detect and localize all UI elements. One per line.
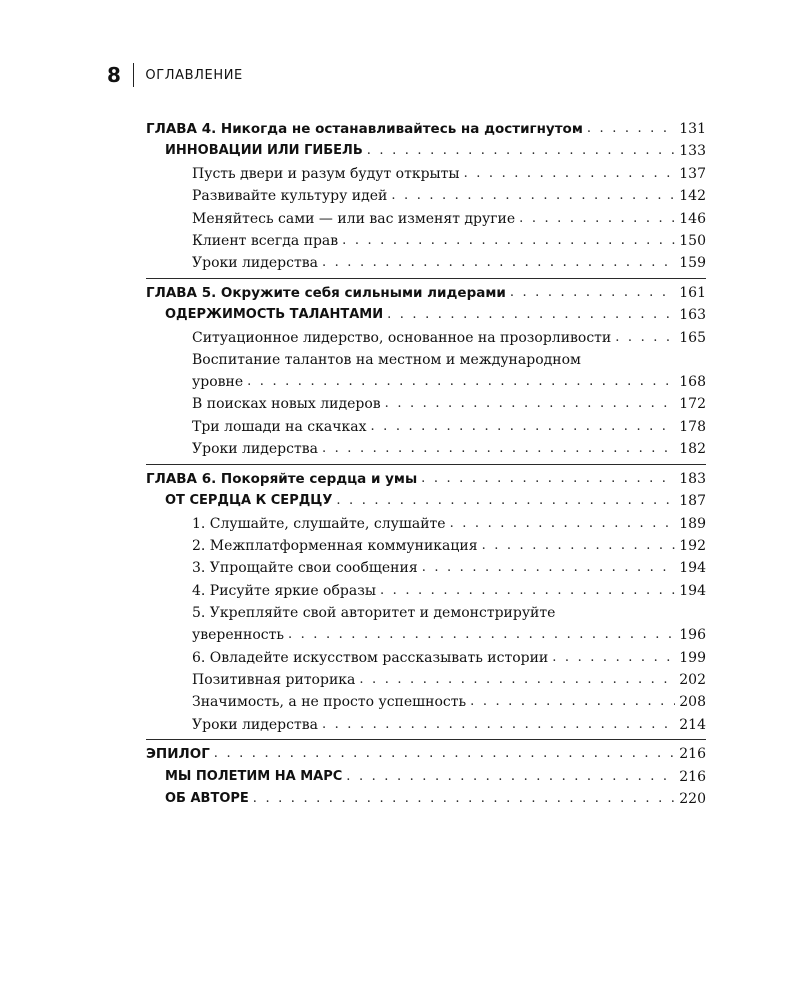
page-ref: 196	[679, 627, 706, 644]
page-ref: 178	[679, 418, 706, 435]
toc-entry-row[interactable]	[146, 252, 706, 274]
page-ref: 194	[679, 560, 706, 577]
entry-title: Уроки лидерства	[192, 255, 318, 272]
toc-section-row[interactable]	[146, 140, 706, 162]
dot-leader	[336, 490, 675, 512]
entry-title: Значимость, а не просто успешность	[192, 694, 467, 711]
page-ref: 165	[679, 329, 706, 346]
entry-title: Ситуационное лидерство, основанное на прозорливости	[192, 329, 612, 346]
dot-leader	[253, 788, 675, 810]
entry-title: 6. Овладейте искусством рассказывать истории	[192, 649, 549, 666]
entry-title: В поисках новых лидеров	[192, 396, 381, 413]
entry-title: 2. Межплатформенная коммуникация	[192, 537, 478, 554]
toc-entry-wrapped-line[interactable]: 5. Укрепляйте свой авторитет и демонстрируйте	[192, 605, 556, 622]
dot-leader	[387, 304, 675, 326]
dot-leader	[342, 230, 675, 252]
toc-entry-row[interactable]	[146, 416, 706, 438]
toc-entry-row[interactable]	[146, 163, 706, 185]
dot-leader	[482, 535, 676, 557]
dot-leader	[421, 468, 675, 490]
toc-entry-row[interactable]	[146, 327, 706, 349]
dot-leader	[367, 140, 676, 162]
toc-entry-row[interactable]	[146, 393, 706, 415]
page-ref: 150	[679, 233, 706, 250]
toc-chapter-row[interactable]	[146, 743, 706, 765]
entry-title: Уроки лидерства	[192, 716, 318, 733]
dot-leader	[346, 766, 675, 788]
table-of-contents	[146, 118, 706, 816]
page-ref: 183	[679, 470, 706, 487]
dot-leader	[552, 647, 675, 669]
dot-leader	[519, 208, 675, 230]
page-number: 8	[107, 63, 121, 87]
toc-entry-row[interactable]	[146, 669, 706, 691]
toc-entry-row[interactable]	[146, 371, 706, 393]
entry-title: 4. Рисуйте яркие образы	[192, 582, 377, 599]
page-ref: 131	[679, 121, 706, 137]
toc-entry-row[interactable]	[146, 208, 706, 230]
entry-title: Пусть двери и разум будут открыты	[192, 165, 460, 182]
toc-entry-row[interactable]	[146, 580, 706, 602]
page-ref: 194	[679, 582, 706, 599]
entry-title: 3. Упрощайте свои сообщения	[192, 560, 418, 577]
page-ref: 142	[679, 188, 706, 205]
page-ref: 182	[679, 441, 706, 458]
toc-entry-row[interactable]	[146, 624, 706, 646]
toc-section-row[interactable]	[146, 490, 706, 512]
entry-title: Меняйтесь сами — или вас изменят другие	[192, 210, 516, 227]
toc-entry-row[interactable]	[146, 185, 706, 207]
toc-entry-row[interactable]	[146, 714, 706, 736]
chapter-block-4	[146, 118, 706, 279]
section-title: ИННОВАЦИИ ИЛИ ГИБЕЛЬ	[165, 143, 363, 159]
toc-entry-row[interactable]	[146, 691, 706, 713]
entry-title: 1. Слушайте, слушайте, слушайте	[192, 515, 446, 532]
toc-entry-row[interactable]	[146, 535, 706, 557]
toc-entry-row[interactable]	[146, 557, 706, 579]
chapter-block-6	[146, 468, 706, 740]
page-ref: 216	[679, 768, 706, 785]
section-title: ОБ АВТОРЕ	[165, 790, 249, 806]
page-ref: 133	[679, 143, 706, 160]
page-ref: 216	[679, 746, 706, 763]
page-ref: 161	[679, 284, 706, 301]
page-ref: 172	[679, 396, 706, 413]
toc-entry-row[interactable]	[146, 647, 706, 669]
running-head	[107, 62, 243, 88]
page-ref: 163	[679, 307, 706, 324]
dot-leader	[510, 282, 675, 304]
toc-section-row[interactable]	[146, 788, 706, 810]
page-ref: 159	[679, 255, 706, 272]
entry-title: Развивайте культуру идей	[192, 188, 388, 205]
page-ref: 214	[679, 716, 706, 733]
toc-entry-wrapped-line[interactable]: Воспитание талантов на местном и международном	[192, 352, 581, 369]
page-ref: 146	[679, 210, 706, 227]
dot-leader	[322, 252, 675, 274]
dot-leader	[587, 118, 675, 140]
dot-leader	[247, 371, 675, 393]
toc-entry-row[interactable]	[146, 438, 706, 460]
dot-leader	[370, 416, 675, 438]
entry-title: уровне	[192, 374, 244, 391]
chapter-title: ЭПИЛОГ	[146, 746, 210, 763]
section-title: ОТ СЕРДЦА К СЕРДЦУ	[165, 493, 333, 509]
entry-title: Позитивная риторика	[192, 671, 356, 688]
dot-leader	[385, 393, 676, 415]
dot-leader	[470, 691, 675, 713]
entry-title: Клиент всегда прав	[192, 233, 339, 250]
dot-leader	[288, 624, 675, 646]
toc-entry-row[interactable]	[146, 230, 706, 252]
page-ref: 189	[679, 515, 706, 532]
entry-title: Три лошади на скачках	[192, 418, 367, 435]
chapter-block-5	[146, 282, 706, 465]
page-ref: 168	[679, 374, 706, 391]
dot-leader	[214, 743, 675, 765]
page-ref: 208	[679, 694, 706, 711]
toc-entry-row[interactable]	[146, 513, 706, 535]
dot-leader	[450, 513, 676, 535]
toc-chapter-row[interactable]	[146, 282, 706, 304]
toc-chapter-row[interactable]	[146, 468, 706, 490]
chapter-title: ГЛАВА 4. Никогда не останавливайтесь на достигнутом	[146, 121, 583, 137]
entry-title: Уроки лидерства	[192, 441, 318, 458]
page-ref: 202	[679, 671, 706, 688]
page-ref: 192	[679, 537, 706, 554]
toc-section-row[interactable]	[146, 766, 706, 788]
toc-section-row[interactable]	[146, 304, 706, 326]
dot-leader	[615, 327, 675, 349]
dot-leader	[422, 557, 676, 579]
entry-title: уверенность	[192, 627, 284, 644]
dot-leader	[391, 185, 675, 207]
chapter-title: ГЛАВА 5. Окружите себя сильными лидерами	[146, 284, 506, 301]
page-ref: 137	[679, 165, 706, 182]
page-ref: 187	[679, 493, 706, 510]
dot-leader	[380, 580, 675, 602]
dot-leader	[359, 669, 675, 691]
dot-leader	[322, 438, 675, 460]
chapter-title: ГЛАВА 6. Покоряйте сердца и умы	[146, 470, 418, 487]
epilogue-block	[146, 743, 706, 813]
running-title: ОГЛАВЛЕНИЕ	[145, 67, 243, 83]
section-title: ОДЕРЖИМОСТЬ ТАЛАНТАМИ	[165, 307, 384, 323]
dot-leader	[464, 163, 676, 185]
page-ref: 220	[679, 790, 706, 807]
toc-chapter-row[interactable]	[146, 118, 706, 140]
section-title: МЫ ПОЛЕТИМ НА МАРС	[165, 768, 343, 784]
header-divider	[133, 63, 135, 87]
dot-leader	[322, 714, 675, 736]
page-ref: 199	[679, 649, 706, 666]
